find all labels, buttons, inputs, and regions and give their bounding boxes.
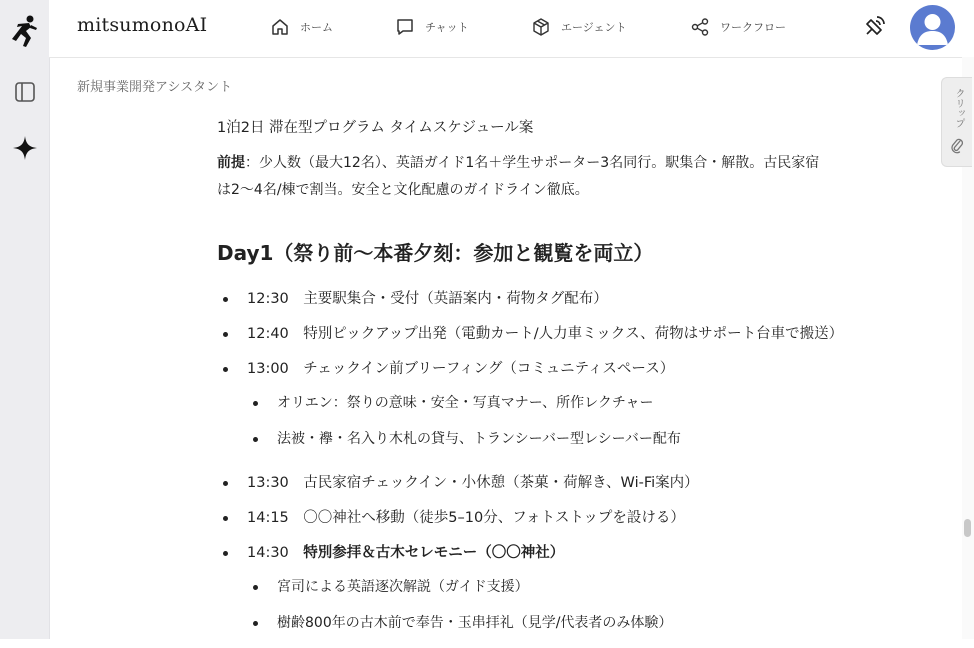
nav-home[interactable] — [270, 16, 333, 38]
premise-label: 前提 — [217, 155, 245, 171]
list-item — [217, 541, 897, 576]
day1-heading: Day1（祭り前〜本番夕刻：参加と観覧を両立） — [217, 241, 654, 265]
sub-list-item — [217, 576, 897, 612]
user-avatar[interactable] — [910, 5, 955, 50]
chat-icon — [395, 17, 415, 37]
premise-line2: は2〜4名/棟で割当。安全と文化配慮のガイドライン徹底。 — [217, 182, 589, 198]
paperclip-icon — [950, 136, 964, 154]
nav-workflow-label: ワークフロー — [720, 21, 786, 34]
share-icon — [690, 17, 710, 37]
top-navigation-bar — [49, 0, 974, 58]
list-item — [217, 357, 897, 392]
home-icon — [270, 17, 290, 37]
sub-item-text: オリエン：祭りの意味・安全・写真マナー、所作レクチャー — [277, 395, 654, 411]
sub-list-item — [217, 428, 897, 471]
item-text: 特別ピックアップ出発（電動カート/人力車ミックス、荷物はサポート台車で搬送） — [303, 326, 844, 342]
nav-agent-label: エージェント — [561, 21, 627, 34]
nav-agent[interactable] — [531, 16, 627, 38]
item-time: 13:30 — [247, 475, 289, 491]
premise-paragraph — [217, 150, 897, 204]
sub-item-text: 法被・襷・名入り木札の貸与、トランシーバー型レシーバー配布 — [277, 431, 681, 447]
item-text: 主要駅集合・受付（英語案内・荷物タグ配布） — [303, 291, 608, 307]
satellite-icon[interactable] — [861, 14, 887, 44]
item-text: 特別参拝＆古木セレモニー（〇〇神社） — [303, 545, 565, 561]
item-time: 12:40 — [247, 326, 289, 342]
sub-item-text: 宮司による英語逐次解説（ガイド支援） — [277, 579, 529, 595]
cube-icon — [531, 17, 551, 37]
logo-runner-icon[interactable] — [0, 12, 49, 50]
nav-chat[interactable] — [395, 16, 469, 38]
sub-list-item — [217, 392, 897, 428]
item-time: 13:00 — [247, 361, 289, 377]
document-content — [217, 118, 897, 648]
doc-title: 1泊2日 滞在型プログラム タイムスケジュール案 — [217, 120, 534, 136]
sparkle-icon[interactable] — [0, 134, 49, 162]
list-item — [217, 506, 897, 541]
nav-workflow[interactable] — [690, 16, 786, 38]
item-time: 12:30 — [247, 291, 289, 307]
page-subtitle: 新規事業開発アシスタント — [77, 80, 233, 95]
list-item — [217, 322, 897, 357]
sub-list-item — [217, 612, 897, 648]
item-text: 古民家宿チェックイン・小休憩（茶菓・荷解き、Wi-Fi案内） — [303, 475, 699, 491]
left-sidebar — [0, 0, 50, 639]
brand-name[interactable]: mitsumonoAI — [77, 14, 208, 36]
sidebar-toggle-icon[interactable] — [0, 78, 49, 106]
sub-item-text: 樹齢800年の古木前で奉告・玉串拝礼（見学/代表者のみ体験） — [277, 615, 673, 631]
item-time: 14:15 — [247, 510, 289, 526]
nav-home-label: ホーム — [300, 21, 333, 34]
list-item — [217, 471, 897, 506]
item-text: チェックイン前ブリーフィング（コミュニティスペース） — [303, 361, 675, 377]
nav-chat-label: チャット — [425, 21, 469, 34]
item-text: 〇〇神社へ移動（徒歩5–10分、フォトストップを設ける） — [303, 510, 685, 526]
scrollbar-thumb[interactable] — [964, 519, 971, 537]
schedule-list — [217, 287, 897, 648]
premise-line1: ：少人数（最大12名）、英語ガイド1名＋学生サポーター3名同行。駅集合・解散。古民家宿 — [245, 155, 820, 171]
list-item — [217, 287, 897, 322]
clip-label: クリップ — [953, 88, 964, 128]
item-time: 14:30 — [247, 545, 289, 561]
clip-side-tab[interactable] — [941, 77, 972, 167]
user-avatar-icon — [910, 5, 955, 50]
